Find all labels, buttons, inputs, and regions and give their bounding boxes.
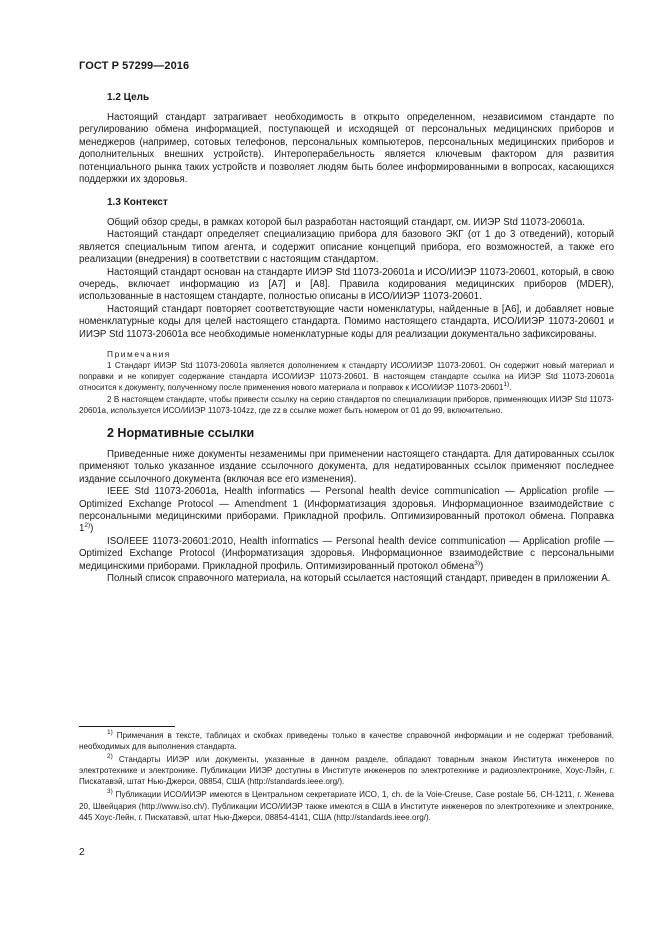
section-1-3-heading: 1.3 Контекст: [107, 196, 168, 208]
page-number: 2: [79, 847, 85, 858]
section-1-3-paragraph-4: Настоящий стандарт повторяет соответствующие части номенклатуры, найденные в [A6], и добавляет новые номенклатурные коды для целей настоящего стандарта. Помимо настоящего стандарта, ИСО/ИИЭР 11073-20601 и ИИЭР Std 11073-20601a все необходимые номенклатурные коды для реализации документально зафиксированы.: [79, 303, 614, 340]
footnote-2-mark: 2): [107, 753, 113, 761]
section-2-paragraph-4: Полный список справочного материала, на который ссылается настоящий стандарт, приведен в приложении А.: [107, 573, 611, 585]
reference-1-text: IEEE Std 11073-20601a, Health informatics — Personal health device communication — Application profile — Optimized Exchange Protocol — Amendment 1 (Информатизация здоровья. Информационное взаимодействие с персональными медицинскими приборами. Прикладной профиль. Оптимизированный протокол обмена. Поправка 1: [79, 486, 614, 535]
footnotes: [79, 730, 614, 825]
reference-1-footnote-ref: 2): [84, 522, 91, 530]
footnote-3: [79, 789, 614, 822]
section-2-paragraph-1: Приведенные ниже документы незаменимы при применении настоящего стандарта. Для датированных ссылок применяют только указанное издание ссылочного документа, для недатированных ссылок применяют последнее издание ссылочного документа (включая все его изменения).: [79, 448, 614, 485]
section-2-reference-1: [79, 486, 614, 536]
footnote-1-text: Примечания в тексте, таблицах и скобках приведены только в качестве справочной информации и не содержат требований, необходимых для выполнения стандарта.: [79, 731, 615, 752]
section-1-2-paragraph: Настоящий стандарт затрагивает необходимость в открыто определенном, независимом стандарте по регулированию обмена информацией, поступающей и исходящей от персональных медицинских приборов и менеджеров (например, сотовых телефонов, персональных компьютеров, персональных медицинских приборов и дополнительных внешних устройств). Интероперабельность является ключевым фактором для развития потенциального рынка таких устройств и позволяет людям быть более информированными в вопросах, касающихся поддержки их здоровья.: [79, 112, 614, 186]
footnote-1: [79, 730, 614, 752]
section-2-heading: 2 Нормативные ссылки: [107, 425, 255, 440]
footnote-separator: [79, 726, 175, 727]
reference-2-text: ISO/IEEE 11073-20601:2010, Health informatics — Personal health device communication — Application profile — Optimized Exchange Protocol (Информатизация здоровья. Информационное взаимодействие с персональными медицинскими приборами. Прикладной профиль. Оптимизированный протокол обмена: [79, 535, 614, 572]
note-1-text: 1 Стандарт ИИЭР Std 11073-20601a является дополнением к стандарту ИСО/ИИЭР 11073-20601. Он содержит новый материал и поправки и не копирует содержание стандарта ИСО/ИИЭР 11073-20601. В настоящем стандарте ссылка на ИИЭР Std 11073-20601a относится к документу, полученному после применения нового материала и поправок к ИСО/ИИЭР 11073-20601: [79, 361, 614, 393]
footnote-3-text: Публикации ИСО/ИИЭР имеются в Центральном секретариате ИСО, 1, ch. de la Voie-Creuse, Case postale 56, CH-1211, г. Женева 20, Швейцария (http://www.iso.ch/). Публикации ИСО/ИИЭР также имеются в США в Институте инженеров по электротехнике и электронике, 445 Хоус-Лейн, г. Пискатавэй, штат Нью-Джерси, 08854-4141, США (http://standards.ieee.org/).: [79, 790, 614, 822]
section-1-2-heading: 1.2 Цель: [107, 92, 150, 103]
note-1-end: .: [509, 383, 512, 393]
footnote-3-mark: 3): [107, 788, 113, 796]
section-1-3-paragraph-1: Общий обзор среды, в рамках которой был разработан настоящий стандарт, см. ИИЭР Std 11073-20601a.: [107, 216, 585, 228]
document-header: ГОСТ Р 57299—2016: [79, 60, 190, 72]
section-1-3-paragraph-2: Настоящий стандарт определяет специализацию прибора для базового ЭКГ (от 1 до 3 отведений), который является специальным типом агента, и содержит описание концепций прибора, его возможностей, а также его реализации (внедрения) в соответствии с настоящим стандартом.: [79, 229, 614, 266]
note-2: 2 В настоящем стандарте, чтобы привести ссылку на серию стандартов по специализации приборов, применяющих ИИЭР Std 11073-20601a, используется ИСО/ИИЭР 11073-104zz, где zz в ссылке может быть номером от 01 до 99, включительно.: [79, 394, 614, 415]
footnote-1-mark: 1): [107, 729, 113, 736]
note-1: [79, 360, 614, 393]
notes-title: Примечания: [107, 349, 171, 360]
note-1-footnote-ref: 1): [503, 381, 510, 389]
footnote-2-text: Стандарты ИИЭР или документы, указанные в данном разделе, обладают товарным знаком Института инженеров по электротехнике и электронике. Публикации ИИЭР доступны в Институте инженеров по электротехнике и радиоэлектронике, Хоус-Лэйн, г. Пискатавэй, штат Нью-Джерси, 08854, США (http://standards.ieee.org/).: [79, 755, 614, 787]
reference-2-footnote-ref: 3): [474, 559, 481, 567]
footnote-2: [79, 754, 614, 787]
reference-2-end: ): [480, 560, 484, 572]
reference-1-end: ): [90, 523, 94, 535]
section-1-3-paragraph-3: Настоящий стандарт основан на стандарте ИИЭР Std 11073-20601a и ИСО/ИИЭР 11073-20601, который, в свою очередь, включает информацию из [A7] и [A8]. Правила кодирования медицинских приборов (MDER), использованные в настоящем стандарте, полностью описаны в ИСО/ИИЭР 11073-20601.: [79, 266, 614, 303]
main-content: [79, 92, 614, 586]
section-2-reference-2: [79, 536, 614, 573]
